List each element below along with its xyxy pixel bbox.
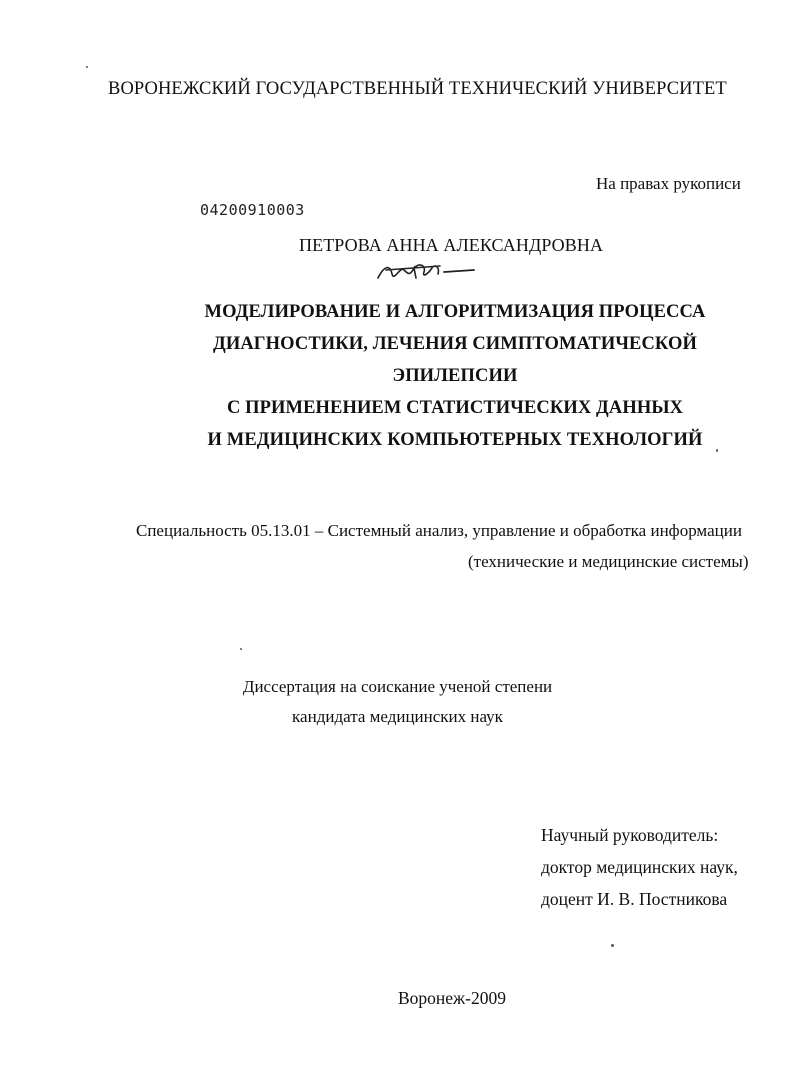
title-line: ДИАГНОСТИКИ, ЛЕЧЕНИЯ СИМПТОМАТИЧЕСКОЙ xyxy=(213,334,697,354)
advisor-name: доцент И. В. Постникова xyxy=(541,889,728,909)
dissertation-title xyxy=(0,296,795,456)
author-signature xyxy=(370,256,480,286)
author-name: ПЕТРОВА АННА АЛЕКСАНДРОВНА xyxy=(299,235,604,255)
specialty-subline: (технические и медицинские системы) xyxy=(468,552,749,571)
city-year: Воронеж-2009 xyxy=(398,988,506,1008)
document-number: 04200910003 xyxy=(200,201,305,219)
dissertation-degree-subline: кандидата медицинских наук xyxy=(292,707,503,726)
title-line: С ПРИМЕНЕНИЕМ СТАТИСТИЧЕСКИХ ДАННЫХ xyxy=(226,398,684,418)
dissertation-degree-line: Диссертация на соискание ученой степени xyxy=(242,677,553,696)
scan-speck xyxy=(240,648,242,650)
scan-speck xyxy=(86,66,88,68)
specialty-line: Специальность 05.13.01 – Системный анализ, управление и обработка информации xyxy=(136,521,742,540)
rights-note: На правах рукописи xyxy=(596,174,741,193)
title-line: И МЕДИЦИНСКИХ КОМПЬЮТЕРНЫХ ТЕХНОЛОГИЙ xyxy=(207,430,703,450)
title-line: МОДЕЛИРОВАНИЕ И АЛГОРИТМИЗАЦИЯ ПРОЦЕССА xyxy=(204,302,706,322)
advisor-label: Научный руководитель: xyxy=(541,825,719,845)
scan-speck xyxy=(611,944,614,947)
title-line: ЭПИЛЕПСИИ xyxy=(392,366,518,386)
university-name: ВОРОНЕЖСКИЙ ГОСУДАРСТВЕННЫЙ ТЕХНИЧЕСКИЙ УНИВЕРСИТЕТ xyxy=(108,79,727,99)
scan-speck xyxy=(716,449,718,452)
advisor-degree: доктор медицинских наук, xyxy=(541,857,738,877)
